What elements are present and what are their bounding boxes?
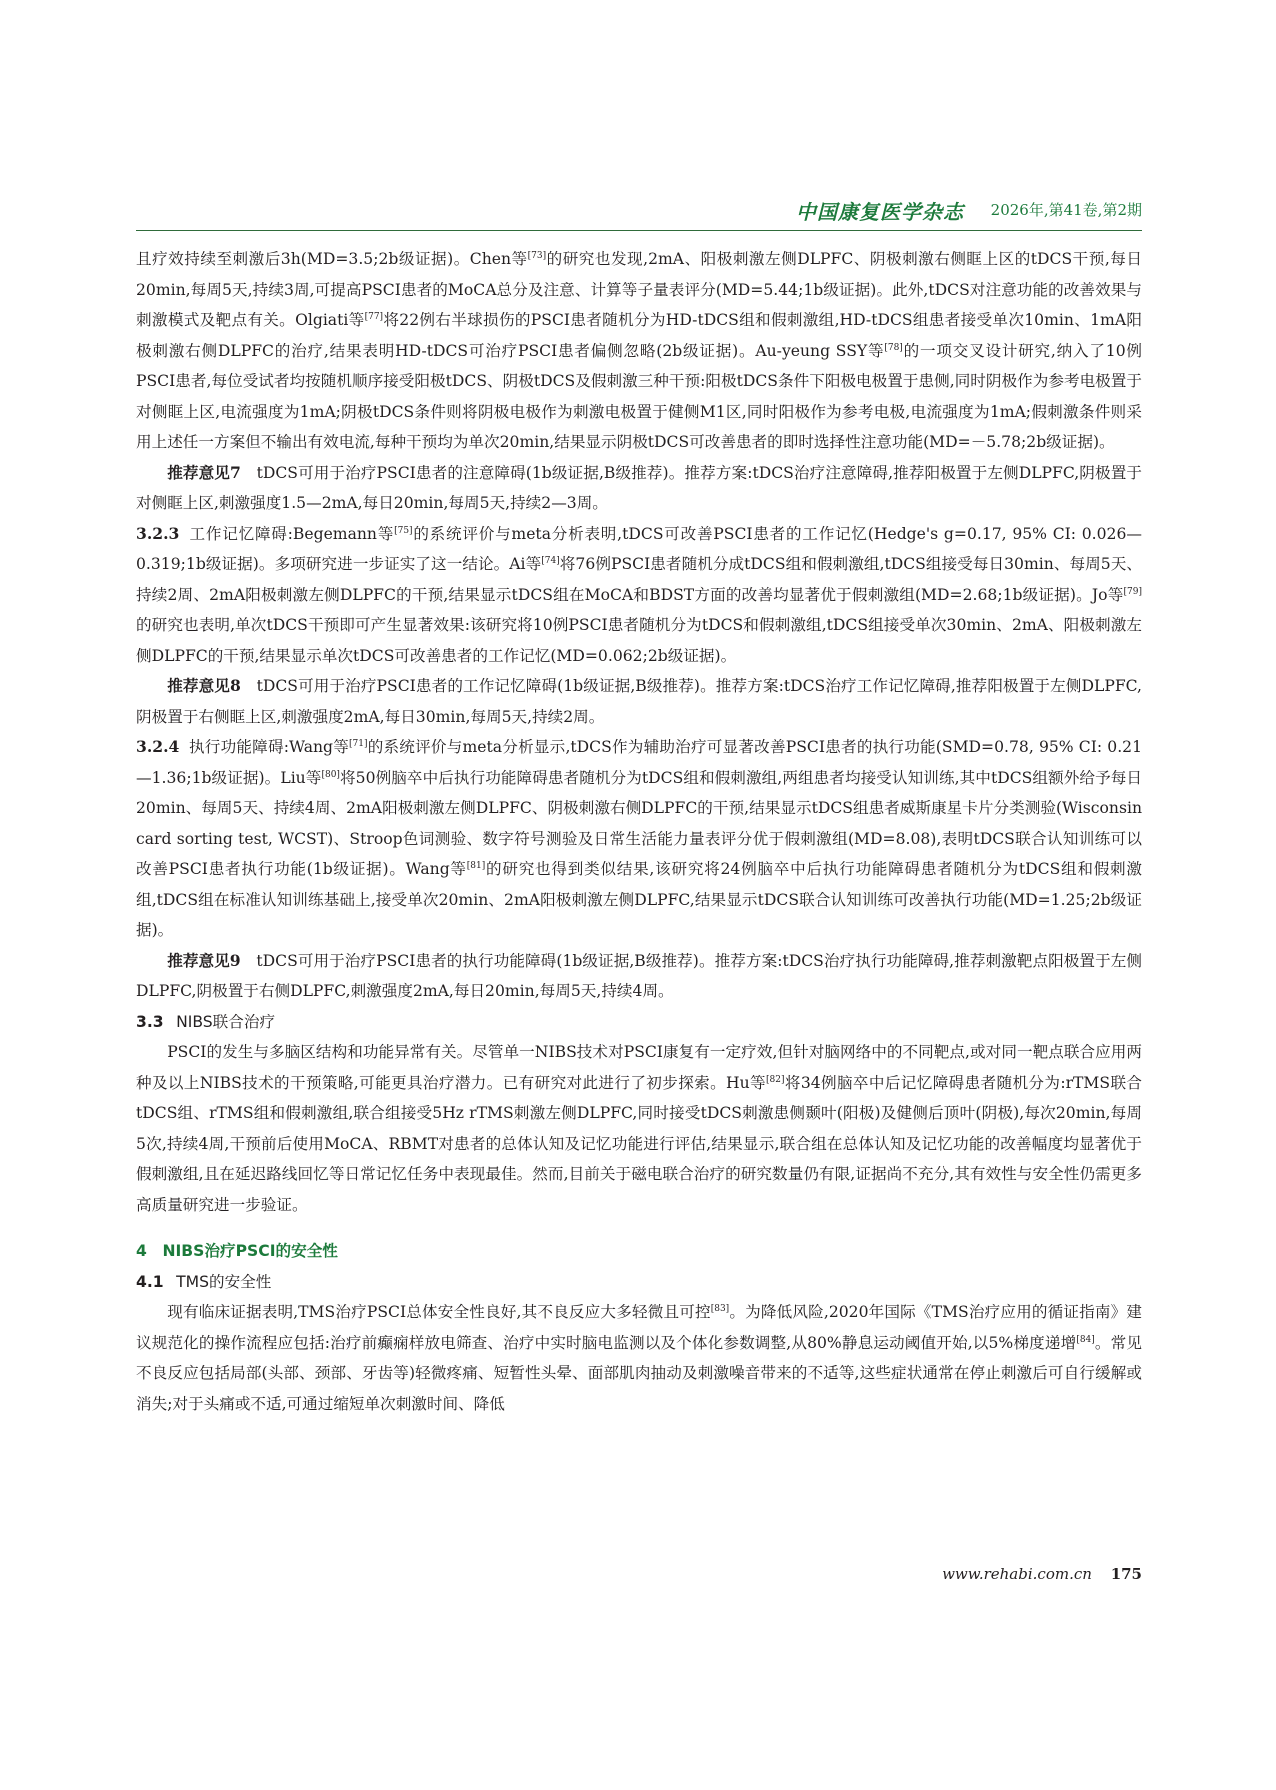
paragraph-combined-therapy: PSCI的发生与多脑区结构和功能异常有关。尽管单一NIBS技术对PSCI康复有一定疗效,但针对脑网络中的不同靶点,或对同一靶点联合应用两种及以上NIBS技术的干预策略,可能更具治疗潜力。已有研究对此进行了初步探索。Hu等[82]将34例脑卒中后记忆障碍患者随机分为:rTMS联合tDCS组、rTMS组和假刺激组,联合组接受5Hz rTMS刺激左侧DLPFC,同时接受tDCS刺激患侧颞叶(阳极)及健侧后顶叶(阴极),每次20min,每周5次,持续4周,干预前后使用MoCA、RBMT对患者的总体认知及记忆功能进行评估,结果显示,联合组在总体认知及记忆功能的改善幅度均显著优于假刺激组,且在延迟路线回忆等日常记忆任务中表现最佳。然而,目前关于磁电联合治疗的研究数量仍有限,证据尚不充分,其有效性与安全性仍需更多高质量研究进一步验证。 xyxy=(136,1043,1142,1214)
page-footer xyxy=(942,1565,1142,1583)
section-title: TMS的安全性 xyxy=(176,1272,272,1291)
citation-ref[interactable]: [77] xyxy=(364,312,384,322)
citation-ref[interactable]: [71] xyxy=(349,739,368,749)
recommendation-8 xyxy=(136,671,1142,732)
recommendation-label: 推荐意见9 xyxy=(167,950,241,970)
citation-ref[interactable]: [75] xyxy=(394,525,413,536)
section-3-2-3 xyxy=(136,519,1142,672)
paragraph-attention-cont: 且疗效持续至刺激后3h(MD=3.5;2b级证据)。Chen等[73]的研究也发现,2mA、阳极刺激左侧DLPFC、阴极刺激右侧眶上区的tDCS干预,每日20min,每周5天,持续3周,可提高PSCI患者的MoCA总分及注意、计算等子量表评分(MD=5.44;1b级证据)。此外,tDCS对注意功能的改善效果与刺激模式及靶点有关。Olgiati等[77]将22例右半球损伤的PSCI患者随机分为HD-tDCS组和假刺激组,HD-tDCS组患者接受单次10min、1mA阳极刺激右侧DLPFC的治疗,结果表明HD-tDCS可治疗PSCI患者偏侧忽略(2b级证据)。Au-yeung SSY等[78]的一项交叉设计研究,纳入了10例PSCI患者,每位受试者均按随机顺序接受阳极tDCS、阴极tDCS及假刺激三种干预:阳极tDCS条件下阳极电极置于患侧,同时阴极作为参考电极置于对侧眶上区,电流强度为1mA;阴极tDCS条件则将阴极电极作为刺激电极置于健侧M1区,同时阳极作为参考电极,电流强度为1mA;假刺激条件则采用上述任一方案但不输出有效电流,每种干预均为单次20min,结果显示阴极tDCS可改善患者的即时选择性注意功能(MD=－5.78;2b级证据)。 xyxy=(136,250,1142,451)
paragraph-tms-safety: 现有临床证据表明,TMS治疗PSCI总体安全性良好,其不良反应大多轻微且可控[83]。为降低风险,2020年国际《TMS治疗应用的循证指南》建议规范化的操作流程应包括:治疗前癫痫样放电筛查、治疗中实时脑电监测以及个体化参数调整,从80%静息运动阈值开始,以5%梯度递增[84]。常见不良反应包括局部(头部、颈部、牙齿等)轻微疼痛、短暂性头晕、面部肌肉抽动及刺激噪音带来的不适等,这些症状通常在停止刺激后可自行缓解或消失;对于头痛或不适,可通过缩短单次刺激时间、降低 xyxy=(136,1303,1142,1413)
issue-info: 2026年,第41卷,第2期 xyxy=(990,201,1142,219)
citation-ref[interactable]: [74] xyxy=(541,556,560,566)
section-3-2-4 xyxy=(136,732,1142,946)
recommendation-label: 推荐意见8 xyxy=(167,676,241,695)
page-number: 175 xyxy=(1110,1565,1142,1583)
section-4-heading: 4 NIBS治疗PSCI的安全性 xyxy=(136,1242,338,1260)
citation-ref[interactable]: [80] xyxy=(321,769,340,780)
citation-ref[interactable]: [83] xyxy=(710,1304,730,1314)
section-3-3-heading xyxy=(136,1007,1142,1038)
citation-ref[interactable]: [82] xyxy=(766,1074,785,1085)
citation-ref[interactable]: [73] xyxy=(527,251,547,261)
recommendation-text: tDCS可用于治疗PSCI患者的注意障碍(1b级证据,B级推荐)。推荐方案:tDCS治疗注意障碍,推荐阳极置于左侧DLPFC,阴极置于对侧眶上区,刺激强度1.5—2mA,每日20min,每周5天,持续2—3周。 xyxy=(136,463,1142,512)
section-title: NIBS联合治疗 xyxy=(176,1012,276,1031)
recommendation-9 xyxy=(136,946,1142,1007)
citation-ref[interactable]: [78] xyxy=(884,342,903,353)
section-number: 3.2.3 xyxy=(136,523,180,543)
running-header xyxy=(136,196,1142,231)
section-number: 4.1 xyxy=(136,1272,164,1291)
citation-ref[interactable]: [81] xyxy=(466,861,486,871)
article-body xyxy=(136,244,1142,1419)
recommendation-text: tDCS可用于治疗PSCI患者的工作记忆障碍(1b级证据,B级推荐)。推荐方案:tDCS治疗工作记忆障碍,推荐阳极置于左侧DLPFC,阴极置于右侧眶上区,刺激强度2mA,每日30min,每周5天,持续2周。 xyxy=(136,677,1142,726)
section-number: 3.2.4 xyxy=(136,737,180,756)
recommendation-text: tDCS可用于治疗PSCI患者的执行功能障碍(1b级证据,B级推荐)。推荐方案:tDCS治疗执行功能障碍,推荐刺激靶点阳极置于左侧DLPFC,阴极置于右侧DLPFC,刺激强度2mA,每日20min,每周5天,持续4周。 xyxy=(136,951,1142,1000)
citation-ref[interactable]: [84] xyxy=(1076,1334,1095,1345)
section-number: 3.3 xyxy=(136,1012,164,1031)
recommendation-label: 推荐意见7 xyxy=(167,462,241,482)
citation-ref[interactable]: [79] xyxy=(1123,586,1142,597)
recommendation-7 xyxy=(136,458,1142,519)
journal-url[interactable]: www.rehabi.com.cn xyxy=(942,1565,1092,1583)
journal-logo: 中国康复医学杂志 xyxy=(796,200,964,224)
section-text: 工作记忆障碍:Begemann等[75]的系统评价与meta分析表明,tDCS可改善PSCI患者的工作记忆(Hedge's g=0.17, 95% CI: 0.026—0.319;1b级证据)。多项研究进一步证实了这一结论。Ai等[74]将76例PSCI患者随机分成tDCS组和假刺激组,tDCS组接受每日30min、每周5天、持续2周、2mA阳极刺激左侧DLPFC的干预,结果显示tDCS组在MoCA和BDST方面的改善均显著优于假刺激组(MD=2.68;1b级证据)。Jo等[79]的研究也表明,单次tDCS干预即可产生显著效果:该研究将10例PSCI患者随机分为tDCS和假刺激组,tDCS组接受单次30min、2mA、阳极刺激左侧DLPFC的干预,结果显示单次tDCS可改善患者的工作记忆(MD=0.062;2b级证据)。 xyxy=(136,524,1142,665)
section-text: 执行功能障碍:Wang等[71]的系统评价与meta分析显示,tDCS作为辅助治疗可显著改善PSCI患者的执行功能(SMD=0.78, 95% CI: 0.21—1.36;1b级证据)。Liu等[80]将50例脑卒中后执行功能障碍患者随机分为tDCS组和假刺激组,两组患者均接受认知训练,其中tDCS组额外给予每日20min、每周5天、持续4周、2mA阳极刺激左侧DLPFC、阴极刺激右侧DLPFC的干预,结果显示tDCS组患者威斯康星卡片分类测验(Wisconsin card sorting test, WCST)、Stroop色词测验、数字符号测验及日常生活能力量表评分优于假刺激组(MD=8.08),表明tDCS联合认知训练可以改善PSCI患者执行功能(1b级证据)。Wang等[81]的研究也得到类似结果,该研究将24例脑卒中后执行功能障碍患者随机分为tDCS组和假刺激组,tDCS组在标准认知训练基础上,接受单次20min、2mA阳极刺激左侧DLPFC,结果显示tDCS联合认知训练可改善执行功能(MD=1.25;2b级证据)。 xyxy=(136,738,1142,939)
section-4-1-heading xyxy=(136,1267,1142,1298)
